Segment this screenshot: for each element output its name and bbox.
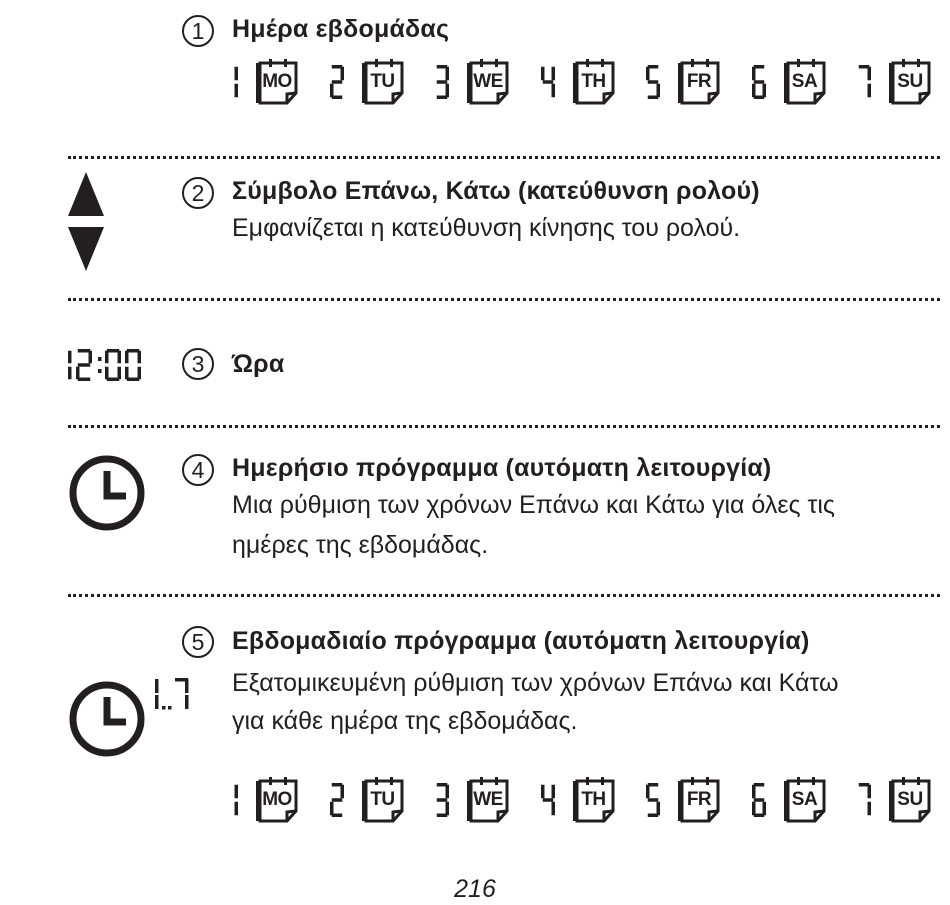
digit-0 [125,349,141,381]
weekday-we [435,775,545,825]
day-label: FR [686,789,712,810]
digit-3 [435,783,449,817]
weekday-indicator-row [224,775,944,825]
day-label: FR [686,71,712,92]
day-label: TU [370,71,395,92]
day-label: TU [370,789,395,810]
section-description: για κάθε ημέρα της εβδομάδας. [232,707,578,735]
day-label: SA [791,789,818,810]
section-description: Εξατομικευμένη ρύθμιση των χρόνων Επάνω και Κάτω [232,669,839,697]
separator [68,156,940,159]
day-label: SU [897,71,923,92]
day-label: MO [262,789,292,810]
section-description: Εμφανίζεται η κατεύθυνση κίνησης του ρολού. [232,214,741,242]
digit-2 [76,349,92,381]
colon [96,349,104,381]
up-arrow-icon [68,172,104,218]
digit-4 [541,65,555,99]
clock-icon [68,680,148,760]
digit-5 [646,65,660,99]
weekday-su [857,775,950,825]
digit-7 [857,783,871,817]
section-title: Ημέρα εβδομάδας [232,15,450,43]
digit-1 [224,65,238,99]
weekday-su [857,57,950,107]
item-number: 2 [182,177,214,209]
item-number: 1 [182,15,214,47]
weekday-fr [646,775,756,825]
day-label: WE [473,789,503,810]
day-label: MO [262,71,292,92]
weekday-we [435,57,545,107]
digit-6 [752,65,766,99]
item-number: 4 [182,454,214,486]
weekday-tu [330,57,440,107]
section-title: Ημερήσιο πρόγραμμα (αυτόματη λειτουργία) [232,454,772,482]
page-number: 216 [454,875,496,903]
item-number: 5 [182,626,214,658]
clock-icon [68,454,148,534]
digit-1 [68,349,74,381]
section-title: Ώρα [232,350,285,378]
digit-5 [646,783,660,817]
weekday-th [541,775,651,825]
day-label: TH [581,71,606,92]
item-number: 3 [182,348,214,380]
weekday-sa [752,775,862,825]
weekly-range-indicator [153,677,191,713]
section-title: Εβδομαδιαίο πρόγραμμα (αυτόματη λειτουργία) [232,627,810,655]
weekday-fr [646,57,756,107]
weekday-th [541,57,651,107]
digit-6 [752,783,766,817]
weekday-mo [224,775,334,825]
digit-2 [330,65,344,99]
day-label: SA [791,71,818,92]
section-description: ημέρες της εβδομάδας. [232,531,489,559]
weekday-tu [330,775,440,825]
digit-7 [857,65,871,99]
weekday-indicator-row [224,57,944,107]
section-title: Σύμβολο Επάνω, Κάτω (κατεύθυνση ρολού) [232,177,760,205]
digit-3 [435,65,449,99]
down-arrow-icon [68,227,104,273]
day-label: SU [897,789,923,810]
digit-1 [224,783,238,817]
day-label: WE [473,71,503,92]
digit-4 [541,783,555,817]
separator [68,425,940,428]
weekday-mo [224,57,334,107]
digit-0 [105,349,121,381]
section-description: Μια ρύθμιση των χρόνων Επάνω και Κάτω για όλες τις [232,491,835,519]
day-label: TH [581,789,606,810]
weekday-sa [752,57,862,107]
separator [68,298,940,301]
digit-2 [330,783,344,817]
separator [68,594,940,597]
